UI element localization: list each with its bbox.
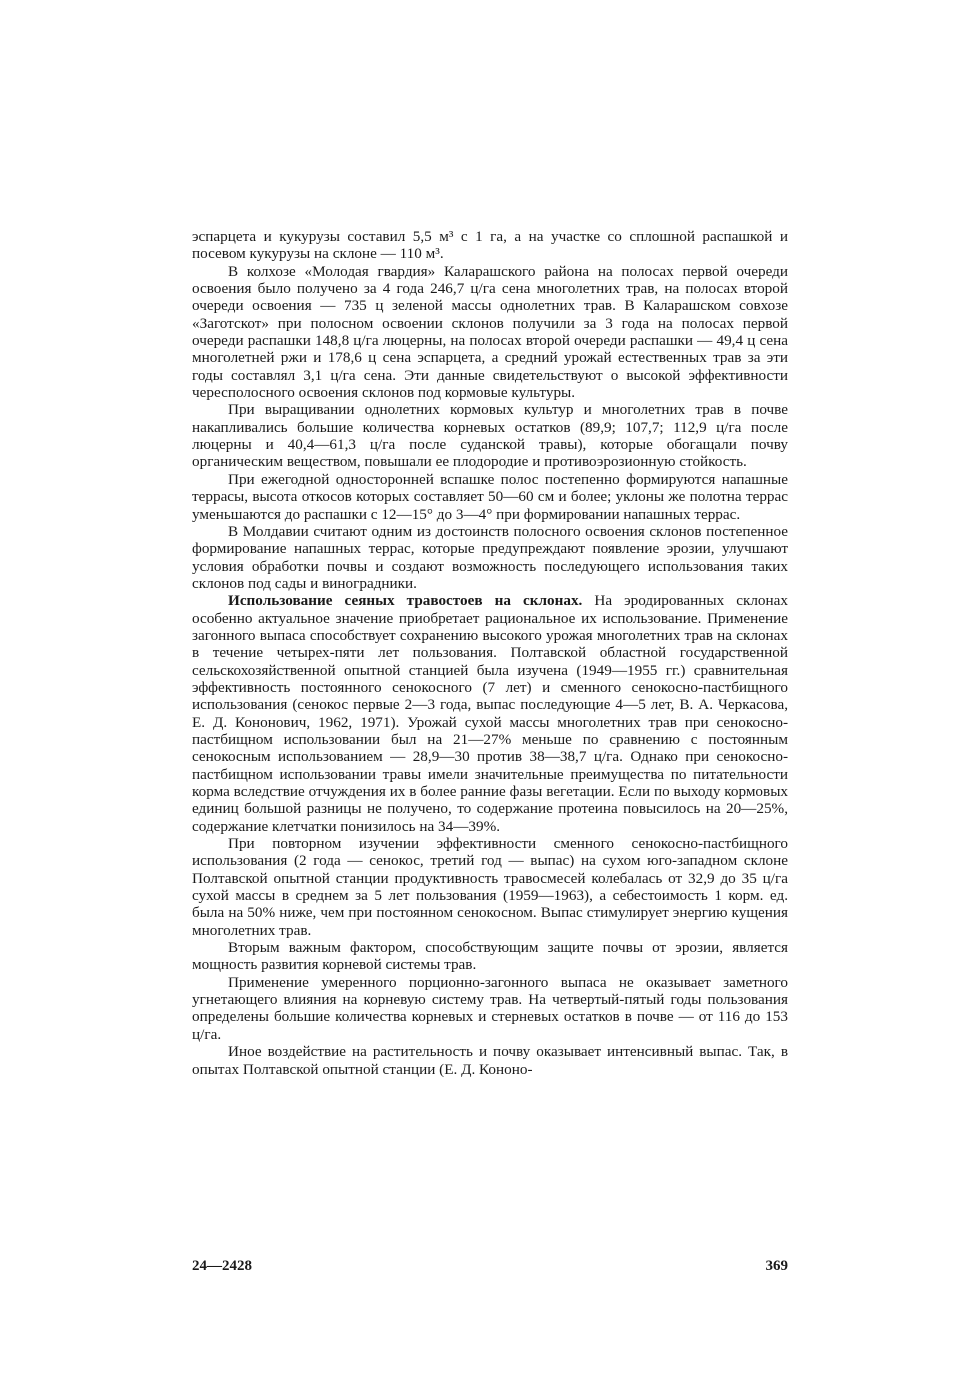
paragraph-with-heading <box>192 592 788 835</box>
paragraph-text: На эродированных склонах особенно актуальное значение приобретает рациональное их использование. Применение загонного выпаса способствует сохранению высокого урожая многолетних трав на склонах в течение четырех-пяти лет пользования. Полтавской областной государственной сельскохозяйственной опытной станцией была изучена (1949—1955 гг.) сравнительная эффективность постоянного сенокосного (7 лет) и сменного сенокосно-пастбищного использования (сенокос первые 2—3 года, выпас последующие 4—5 лет, В. А. Черкасова, Е. Д. Кононович, 1962, 1971). Урожай сухой массы многолетних трав при сенокосно-пастбищном использовании был на 21—27% меньше по сравнению с постоянным сенокосным использованием — 28,9—30 против 38—38,7 ц/га. Однако при сенокосно-пастбищном использовании травы имели значительные преимущества по питательности корма вследствие отчуждения их в более ранние фазы вегетации. Если по выходу кормовых единиц большой разницы не получено, то содержание протеина повысилось на 20—25%, содержание клетчатки понизилось на 34—39%. <box>192 592 788 835</box>
paragraph: При выращивании однолетних кормовых культур и многолетних трав в почве накапливались большие количества корневых остатков (89,9; 107,7; 112,9 ц/га после люцерны и 40,4—61,3 ц/га после суданской травы), которые обогащали почву органическим веществом, повышали ее плодородие и противоэрозионную стойкость. <box>192 401 788 471</box>
paragraph: При ежегодной односторонней вспашке полос постепенно формируются напашные террасы, высота откосов которых составляет 50—60 см и более; уклоны же полотна террас уменьшаются до распашки с 12—15° до 3—4° при формировании напашных террас. <box>192 470 788 523</box>
paragraph: Иное воздействие на растительность и почву оказывает интенсивный выпас. Так, в опытах Полтавской опытной станции (Е. Д. Кононо- <box>192 1043 788 1078</box>
page-footer <box>192 1258 788 1275</box>
paragraph: В колхозе «Молодая гвардия» Каларашского района на полосах первой очереди освоения было получено за 4 года 246,7 ц/га сена многолетних трав, на полосах второй очереди освоения — 735 ц зеленой массы однолетних трав. В Каларашском совхозе «Заготскот» при полосном освоении склонов получили за 3 года на полосах первой очереди распашки 148,8 ц/га люцерны, на полосах второй очереди распашки — 49,4 ц сена многолетней ржи и 178,6 ц сена эспарцета, а средний урожай естественных трав за эти годы составлял 3,1 ц/га сена. Эти данные свидетельствуют о высокой эффективности чересполосного освоения склонов под кормовые культуры. <box>192 262 788 402</box>
paragraph: Вторым важным фактором, способствующим защите почвы от эрозии, является мощность развития корневой системы трав. <box>192 939 788 974</box>
paragraph: При повторном изучении эффективности сменного сенокосно-пастбищного использования (2 года — сенокос, третий год — выпас) на сухом юго-западном склоне Полтавской опытной станции продуктивность травосмесей колебалась от 32,9 до 35 ц/га сухой массы в среднем за 5 лет пользования (1959—1963), а себестоимость 1 корм. ед. была на 50% ниже, чем при постоянном сенокосном. Выпас стимулирует энергию кущения многолетних трав. <box>192 835 788 939</box>
paragraph: эспарцета и кукурузы составил 5,5 м³ с 1 га, а на участке со сплошной распашкой и посевом кукурузы на склоне — 110 м³. <box>192 228 788 263</box>
paragraph: В Молдавии считают одним из достоинств полосного освоения склонов постепенное формирование напашных террас, которые предупреждают появление эрозии, улучшают условия обработки почвы и создают возможность последующего использования таких склонов под сады и виноградники. <box>192 522 788 592</box>
page-number: 369 <box>765 1258 788 1274</box>
printer-signature: 24—2428 <box>192 1258 252 1274</box>
page-body <box>192 228 788 1078</box>
section-heading: Использование сеяных травостоев на склонах. <box>228 592 583 610</box>
paragraph: Применение умеренного порционно-загонного выпаса не оказывает заметного угнетающего влияния на корневую систему трав. На четвертый-пятый годы пользования определены большие количества корневых и стерневых остатков в почве — от 116 до 153 ц/га. <box>192 973 788 1043</box>
